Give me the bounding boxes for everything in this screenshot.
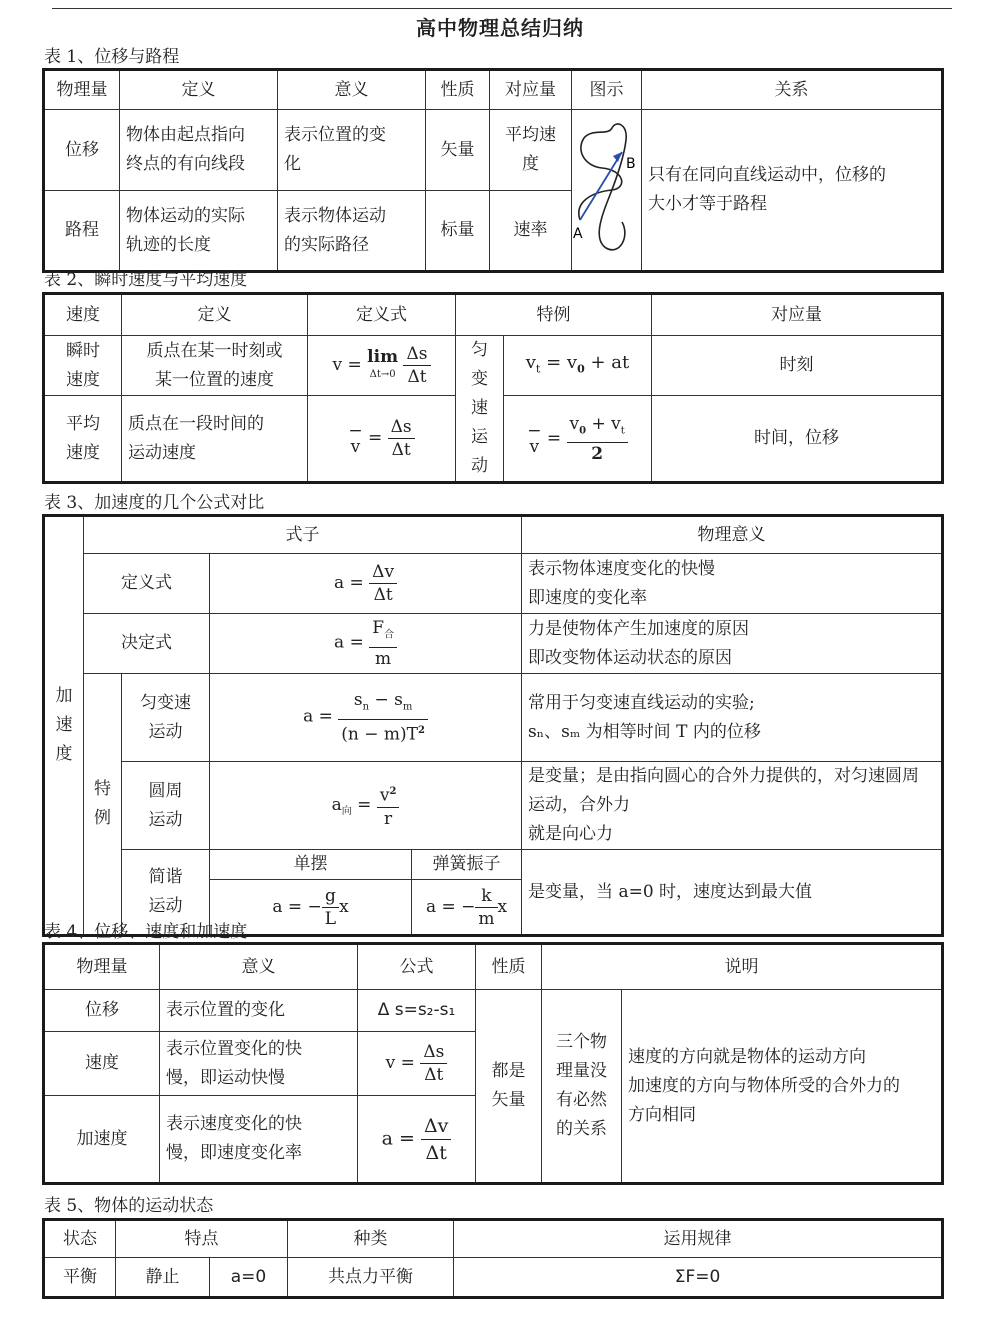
t5-feature: 静止	[116, 1258, 210, 1298]
t5-state: 平衡	[44, 1258, 116, 1298]
table2	[42, 292, 944, 484]
table-row	[44, 554, 943, 614]
t1-header-quantity: 物理量	[44, 70, 120, 110]
table-row	[44, 336, 943, 396]
t2-average-def: 质点在一段时间的 运动速度	[122, 396, 308, 483]
t1-displacement-meaning: 表示位置的变 化	[278, 110, 426, 191]
table4-caption: 表 4、位移、速度和加速度	[44, 922, 248, 942]
t1-header-definition: 定义	[120, 70, 278, 110]
table1-caption: 表 1、位移与路程	[44, 47, 180, 67]
t1-displacement-corr: 平均速 度	[490, 110, 572, 191]
velocity-formula: v = $\frac{\Delta s}{\Delta t}$	[358, 1032, 476, 1096]
centripetal-accel-formula: $a_向$ = $\frac{v^2}{r}$	[210, 762, 522, 850]
t3-definition-label: 定义式	[84, 554, 210, 614]
t1-header-corresponding: 对应量	[490, 70, 572, 110]
t4-velocity-meaning: 表示位置变化的快 慢，即运动快慢	[160, 1032, 358, 1096]
t4-property: 都是 矢量	[476, 990, 542, 1184]
table-row	[44, 850, 943, 880]
table5-caption: 表 5、物体的运动状态	[44, 1196, 214, 1216]
t4-header-formula: 公式	[358, 944, 476, 990]
spring-accel-formula: a = − $\frac{k}{m}$ x	[412, 880, 522, 936]
table4	[42, 942, 944, 1185]
t3-spring-label: 弹簧振子	[412, 850, 522, 880]
t2-header-speed: 速度	[44, 294, 122, 336]
table3	[42, 514, 944, 937]
t2-header-formula: 定义式	[308, 294, 456, 336]
t4-header-meaning: 意义	[160, 944, 358, 990]
t5-condition: a=0	[210, 1258, 288, 1298]
acceleration-formula: a = $\frac{\Delta v}{\Delta t}$	[358, 1096, 476, 1184]
uniform-accel-formula: a = $\frac{s_n - s_m}{(n - m)T^2}$	[210, 674, 522, 762]
arrow-head-icon	[613, 152, 622, 162]
t3-uniform-label: 匀变速 运动	[122, 674, 210, 762]
t1-distance-def: 物体运动的实际 轨迹的长度	[120, 191, 278, 272]
table3-caption: 表 3、加速度的几个公式对比	[44, 493, 265, 513]
average-velocity-formula: − v = $\frac{\Delta s}{\Delta t}$	[308, 396, 456, 483]
table1	[42, 68, 944, 273]
t3-side-label: 加 速 度	[44, 516, 84, 936]
t1-header-relation: 关系	[642, 70, 943, 110]
table-row	[44, 990, 943, 1032]
t5-kind: 共点力平衡	[288, 1258, 454, 1298]
table5	[42, 1218, 944, 1299]
instant-velocity-formula: v = lim Δt→0 $\frac{\Delta s}{\Delta t}$	[308, 336, 456, 396]
t4-relation: 三个物 理量没 有必然 的关系	[542, 990, 622, 1184]
t4-acceleration: 加速度	[44, 1096, 160, 1184]
t1-header-meaning: 意义	[278, 70, 426, 110]
t5-header-law: 运用规律	[454, 1220, 943, 1258]
table-row	[44, 110, 943, 191]
t3-shm-label: 简谐 运动	[122, 850, 210, 936]
table-row	[44, 674, 943, 762]
t2-header-corresponding: 对应量	[652, 294, 943, 336]
page-title: 高中物理总结归纳	[416, 16, 584, 40]
t1-displacement-def: 物体由起点指向 终点的有向线段	[120, 110, 278, 191]
t5-header-feature: 特点	[116, 1220, 288, 1258]
accel-decisive-formula: a = $\frac{F_合}{m}$	[210, 614, 522, 674]
t4-header-property: 性质	[476, 944, 542, 990]
t2-average-corr: 时间，位移	[652, 396, 943, 483]
pendulum-accel-formula: a = − $\frac{g}{L}$ x	[210, 880, 412, 936]
table2-caption: 表 2、瞬时速度与平均速度	[44, 270, 248, 290]
uniform-accel-velocity-formula: $v_t = v_0$ + at	[504, 336, 652, 396]
t5-law: ΣF=0	[454, 1258, 943, 1298]
t2-header-special: 特例	[456, 294, 652, 336]
t1-distance-corr: 速率	[490, 191, 572, 272]
t4-displacement-meaning: 表示位置的变化	[160, 990, 358, 1032]
displacement-formula: Δ s=s₂-s₁	[358, 990, 476, 1032]
uniform-average-velocity-formula: − v = $\frac{v_0 + v_t}{2}$	[504, 396, 652, 483]
t3-pendulum-label: 单摆	[210, 850, 412, 880]
table-row	[44, 1258, 943, 1298]
t2-instant-def: 质点在某一时刻或 某一位置的速度	[122, 336, 308, 396]
point-b-label: B	[626, 156, 636, 172]
t1-displacement-prop: 矢量	[426, 110, 490, 191]
t2-header-definition: 定义	[122, 294, 308, 336]
t1-header-diagram: 图示	[572, 70, 642, 110]
t4-header-note: 说明	[542, 944, 943, 990]
t2-instant-corr: 时刻	[652, 336, 943, 396]
t1-distance-prop: 标量	[426, 191, 490, 272]
t3-definition-meaning: 表示物体速度变化的快慢 即速度的变化率	[522, 554, 943, 614]
t4-velocity: 速度	[44, 1032, 160, 1096]
t4-header-quantity: 物理量	[44, 944, 160, 990]
t3-decisive-label: 决定式	[84, 614, 210, 674]
path-diagram-svg	[572, 110, 640, 260]
t2-average-speed: 平均 速度	[44, 396, 122, 483]
t2-special-label: 匀 变 速 运 动	[456, 336, 504, 483]
t3-shm-meaning: 是变量，当 a=0 时，速度达到最大值	[522, 850, 943, 936]
displacement-arrow	[580, 152, 622, 220]
t1-header-property: 性质	[426, 70, 490, 110]
t3-circular-meaning: 是变量；是由指向圆心的合外力提供的，对匀速圆周运动，合外力 就是向心力	[522, 762, 943, 850]
t1-distance-meaning: 表示物体运动 的实际路径	[278, 191, 426, 272]
t5-header-state: 状态	[44, 1220, 116, 1258]
t4-acceleration-meaning: 表示速度变化的快 慢，即速度变化率	[160, 1096, 358, 1184]
t5-header-kind: 种类	[288, 1220, 454, 1258]
t2-instant-speed: 瞬时 速度	[44, 336, 122, 396]
accel-definition-formula: a = $\frac{\Delta v}{\Delta t}$	[210, 554, 522, 614]
t4-note: 速度的方向就是物体的运动方向 加速度的方向与物体所受的合外力的 方向相同	[622, 990, 943, 1184]
t3-decisive-meaning: 力是使物体产生加速度的原因 即改变物体运动状态的原因	[522, 614, 943, 674]
t3-uniform-meaning: 常用于匀变速直线运动的实验; sₙ、sₘ 为相等时间 T 内的位移	[522, 674, 943, 762]
t3-header-meaning: 物理意义	[522, 516, 943, 554]
t1-distance: 路程	[44, 191, 120, 272]
point-a-label: A	[573, 226, 583, 242]
t1-relation: 只有在同向直线运动中，位移的 大小才等于路程	[642, 110, 943, 272]
t4-displacement: 位移	[44, 990, 160, 1032]
t3-header-formula: 式子	[84, 516, 522, 554]
table-row	[44, 762, 943, 850]
t3-special-label: 特 例	[84, 674, 122, 936]
table-row	[44, 614, 943, 674]
t3-circular-label: 圆周 运动	[122, 762, 210, 850]
t1-path-diagram	[572, 110, 642, 272]
t1-displacement: 位移	[44, 110, 120, 191]
top-rule	[52, 8, 952, 9]
